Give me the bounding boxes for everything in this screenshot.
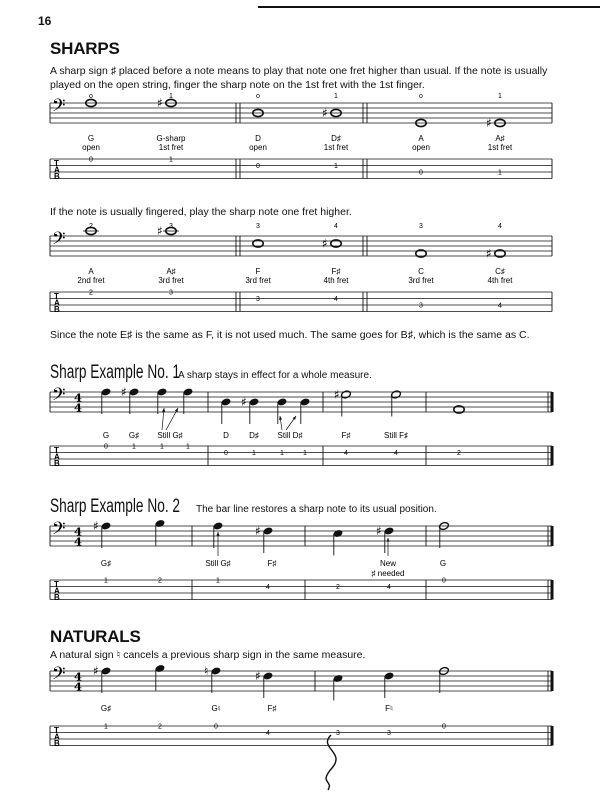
example1-note-label: Still D♯ (277, 431, 303, 440)
sharp-sign-icon: ♯ (322, 236, 328, 251)
sharp-sign-icon: ♯ (376, 524, 382, 538)
fret-label: 3rd fret (408, 276, 434, 285)
sharps-heading: SHARPS (50, 39, 120, 58)
example1-tab-number: 1 (132, 443, 136, 451)
tab-clef-b: B (54, 593, 60, 603)
fret-label: 2nd fret (77, 276, 105, 285)
example1-tab-number: 1 (280, 450, 284, 457)
naturals-note-label: F♮ (385, 704, 393, 713)
note-name-label: A♯ (166, 267, 176, 276)
pointer-arrowhead (293, 416, 296, 420)
sharp-sign-icon: ♯ (157, 224, 163, 238)
tab-number: 3 (169, 289, 173, 297)
tab-number: 0 (419, 169, 423, 177)
page-number: 16 (38, 14, 52, 28)
time-signature-bottom: 4 (74, 679, 83, 694)
tab-number: 0 (256, 163, 260, 170)
finger-number: o (419, 93, 423, 100)
example1-note-label: D♯ (249, 431, 259, 440)
example1-note-label: D (223, 431, 229, 440)
example1-note-label: G (102, 431, 110, 440)
note-name-label: C♯ (495, 267, 505, 276)
example1-tab-number: 4 (344, 450, 348, 457)
tab-clef-t: T (54, 292, 59, 302)
sharp-sign-icon: ♯ (93, 664, 99, 678)
sharp-sign-icon: ♯ (93, 519, 99, 533)
example1-tab-number: 1 (186, 443, 190, 451)
example2-note-label: G (439, 559, 447, 568)
example1-note-label: F♯ (341, 431, 351, 440)
example2-tab-number: 1 (216, 577, 220, 585)
fingered-text: If the note is usually fingered, play the sharp note one fret higher. (50, 206, 352, 218)
example1-tab-number: 1 (252, 450, 256, 457)
example2-note-label: F♯ (267, 559, 277, 568)
final-barline-thick (551, 671, 554, 691)
sharp-sign-icon: ♯ (255, 524, 261, 538)
pointer-arrowhead (386, 538, 389, 542)
fret-label: open (249, 143, 267, 152)
sharp-sign-icon: ♯ (334, 387, 340, 402)
example2-subtitle: The bar line restores a sharp note to its usual position. (196, 504, 437, 515)
tab-clef-t: T (54, 726, 59, 736)
final-barline-thick (551, 392, 554, 412)
tab-clef-a: A (54, 452, 60, 462)
time-signature-top: 4 (74, 524, 83, 539)
example1-note-label: Still F♯ (384, 431, 408, 440)
example2-note-label: Still G♯ (205, 559, 231, 568)
time-signature-bottom: 4 (74, 534, 83, 549)
pointer-arrow (166, 408, 178, 430)
bass-clef-icon: 𝄢 (52, 663, 66, 688)
tab-number: 4 (334, 296, 338, 303)
example1-tab-number: 0 (104, 443, 108, 451)
finger-number: 3 (256, 223, 260, 230)
note-name-label: F (255, 267, 261, 276)
fret-label: 1st fret (487, 143, 513, 152)
example2-note-label: G♯ (100, 559, 112, 568)
example2-note-label: New (379, 559, 397, 568)
example2-title: Sharp Example No. 2 (50, 496, 181, 517)
sharp-sign-icon: ♯ (486, 116, 492, 130)
fret-label: 4th fret (323, 276, 349, 285)
example1-tab-number: 1 (160, 443, 164, 451)
final-barline-thick (551, 580, 554, 600)
bass-clef-icon: 𝄢 (52, 228, 66, 253)
note-name-label: A (418, 134, 424, 143)
example2-note-label: ♯ needed (371, 569, 405, 578)
time-signature-top: 4 (74, 390, 83, 405)
sharp-sign-icon: ♯ (255, 669, 261, 683)
sharp-sign-icon: ♯ (241, 395, 247, 409)
naturals-tab-number: 0 (214, 723, 218, 731)
note-name-label: G (87, 134, 95, 143)
naturals-tab-number: 3 (387, 730, 391, 737)
tab-number: 0 (89, 156, 93, 164)
example2-tab-number: 2 (158, 577, 162, 585)
sharps-intro: A sharp sign ♯ placed before a note means to play that note one fret higher than usual. If the note is usually played on the open string, finger the sharp note on the 1st fret with the 1st finger. (50, 65, 548, 91)
natural-sign-icon: ♮ (204, 664, 209, 678)
finger-number: 3 (419, 223, 423, 230)
bass-clef-icon: 𝄢 (52, 95, 66, 120)
sharp-sign-icon: ♯ (157, 96, 163, 110)
tab-clef-a: A (54, 586, 60, 596)
tab-clef-b: B (54, 172, 60, 182)
tab-number: 4 (498, 302, 502, 310)
tab-clef-a: A (54, 732, 60, 742)
tab-number: 2 (89, 289, 93, 297)
example2-tab-number: 1 (104, 577, 108, 585)
example1-subtitle: A sharp stays in effect for a whole measure. (178, 370, 372, 381)
naturals-note-label: F♯ (267, 704, 277, 713)
tab-clef-b: B (54, 739, 60, 749)
fret-label: 4th fret (487, 276, 513, 285)
final-barline-thick (551, 526, 554, 546)
example2-tab-number: 4 (266, 584, 270, 591)
naturals-note-label: G♯ (100, 704, 112, 713)
note-name-label: C (418, 267, 424, 276)
example1-tab-number: 0 (224, 450, 228, 457)
naturals-tab-number: 0 (442, 723, 446, 731)
fret-label: open (412, 143, 430, 152)
finger-number: o (89, 93, 93, 100)
example1-tab-number: 4 (394, 450, 398, 457)
example2-tab-number: 4 (387, 584, 391, 591)
note-name-label: F♯ (331, 267, 341, 276)
fret-label: 1st fret (158, 143, 184, 152)
note-name-label: D♯ (331, 134, 341, 143)
naturals-tab-number: 3 (336, 730, 340, 737)
sharp-sign-icon: ♯ (121, 385, 127, 399)
example1-note-label: Still G♯ (157, 431, 183, 440)
tab-clef-a: A (54, 298, 60, 308)
time-signature-bottom: 4 (74, 400, 83, 415)
example2-tab-number: 2 (336, 584, 340, 591)
naturals-tab-number: 2 (158, 723, 162, 731)
fret-label: open (82, 143, 100, 152)
naturals-heading: NATURALS (50, 627, 141, 646)
final-barline-thick (551, 446, 554, 466)
tab-clef-t: T (54, 159, 59, 169)
tab-clef-b: B (54, 305, 60, 315)
fret-label: 3rd fret (158, 276, 184, 285)
pointer-arrowhead (216, 532, 219, 536)
finger-number: o (256, 93, 260, 100)
tab-number: 1 (169, 156, 173, 164)
note-name-label: D (255, 134, 261, 143)
finger-number: 2 (89, 223, 93, 230)
e-sharp-note: Since the note E♯ is the same as F, it is not used much. The same goes for B♯, which is the same as C. (50, 329, 530, 341)
tab-clef-t: T (54, 580, 59, 590)
finger-number: 4 (498, 223, 502, 230)
example1-tab-number: 1 (303, 450, 307, 457)
tab-clef-a: A (54, 165, 60, 175)
example1-title: Sharp Example No. 1 (50, 362, 181, 383)
note-name-label: A♯ (495, 134, 505, 143)
finger-number: 1 (498, 93, 502, 100)
tab-number: 1 (498, 169, 502, 177)
finger-number: 1 (169, 93, 173, 100)
tab-number: 3 (419, 302, 423, 310)
naturals-intro: A natural sign ♮ cancels a previous sharp sign in the same measure. (50, 649, 366, 661)
tab-number: 3 (256, 296, 260, 303)
pointer-arrowhead (279, 416, 282, 420)
example2-tab-number: 0 (442, 577, 446, 585)
example1-note-label: G♯ (128, 431, 140, 440)
squiggle-mark (326, 735, 336, 790)
naturals-tab-number: 4 (266, 730, 270, 737)
sharp-sign-icon: ♯ (322, 106, 328, 120)
fret-label: 1st fret (323, 143, 349, 152)
time-signature-top: 4 (74, 669, 83, 684)
naturals-note-label: G♮ (211, 704, 221, 713)
final-barline-thick (551, 726, 554, 746)
sharp-sign-icon: ♯ (486, 246, 492, 261)
note-name-label: G-sharp (156, 134, 186, 143)
bass-clef-icon: 𝄢 (52, 518, 66, 543)
fret-label: 3rd fret (245, 276, 271, 285)
finger-number: 4 (334, 223, 338, 230)
finger-number: 1 (334, 93, 338, 100)
finger-number: 3 (169, 223, 173, 230)
example1-tab-number: 2 (457, 450, 461, 457)
naturals-tab-number: 1 (104, 723, 108, 731)
tab-clef-t: T (54, 446, 59, 456)
bass-clef-icon: 𝄢 (52, 384, 66, 409)
note-name-label: A (88, 267, 94, 276)
tab-clef-b: B (54, 459, 60, 469)
tab-number: 1 (334, 163, 338, 170)
